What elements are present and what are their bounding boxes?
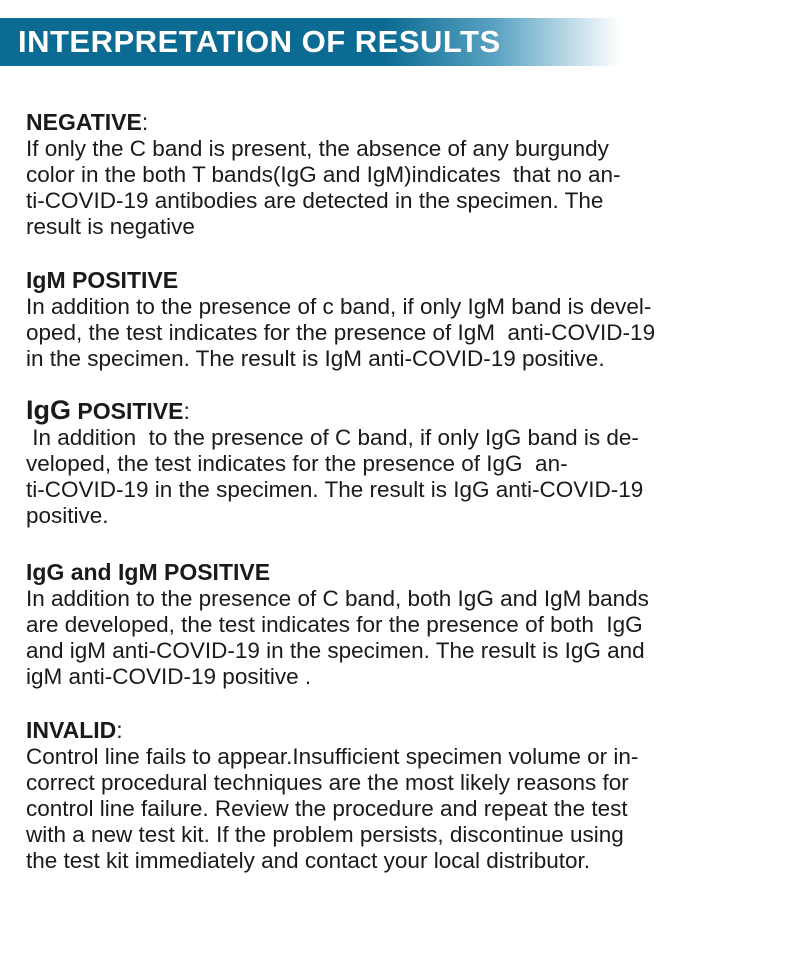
- section-invalid: [26, 716, 766, 874]
- body-line: igM anti-COVID-19 positive .: [26, 664, 312, 689]
- body-line: Control line fails to appear.Insufficient specimen volume or in-: [26, 744, 639, 769]
- body-line: In addition to the presence of c band, if only IgM band is devel-: [26, 294, 652, 319]
- body-line: color in the both T bands(IgG and IgM)indicates that no an-: [26, 162, 621, 187]
- heading-text: NEGATIVE: [26, 109, 142, 135]
- heading-colon: :: [141, 109, 149, 135]
- body-line: are developed, the test indicates for the presence of both IgG: [26, 612, 643, 637]
- body-line: In addition to the presence of C band, if only IgG band is de-: [26, 425, 639, 450]
- body-line: positive.: [26, 503, 109, 528]
- heading-text: POSITIVE: [71, 398, 184, 424]
- section-heading: [26, 396, 766, 425]
- heading-text-large: IgG: [26, 395, 71, 425]
- body-line: ti-COVID-19 in the specimen. The result is IgG anti-COVID-19: [26, 477, 644, 502]
- body-line: correct procedural techniques are the most likely reasons for: [26, 770, 629, 795]
- body-line: oped, the test indicates for the presence of IgM anti-COVID-19: [26, 320, 656, 345]
- section-heading: [26, 108, 766, 136]
- section-negative: [26, 108, 766, 240]
- body-line: In addition to the presence of C band, both IgG and IgM bands: [26, 586, 649, 611]
- section-igg-positive: [26, 396, 766, 529]
- section-heading: [26, 266, 766, 294]
- body-line: veloped, the test indicates for the presence of IgG an-: [26, 451, 568, 476]
- body-line: with a new test kit. If the problem persists, discontinue using: [26, 822, 624, 847]
- section-heading: [26, 558, 766, 586]
- body-line: and igM anti-COVID-19 in the specimen. The result is IgG and: [26, 638, 645, 663]
- body-line: ti-COVID-19 antibodies are detected in the specimen. The: [26, 188, 604, 213]
- section-igg-igm-positive: [26, 558, 766, 690]
- page-title: INTERPRETATION OF RESULTS: [18, 24, 501, 59]
- heading-text: IgM POSITIVE: [26, 267, 179, 293]
- heading-text: INVALID: [26, 717, 117, 743]
- header-banner: [0, 18, 620, 66]
- heading-colon: :: [183, 398, 190, 424]
- body-line: control line failure. Review the procedure and repeat the test: [26, 796, 628, 821]
- heading-text: IgG and IgM POSITIVE: [26, 559, 271, 585]
- body-line: If only the C band is present, the absence of any burgundy: [26, 136, 609, 161]
- body-line: in the specimen. The result is IgM anti-COVID-19 positive.: [26, 346, 605, 371]
- body-line: the test kit immediately and contact your local distributor.: [26, 848, 591, 873]
- section-igm-positive: [26, 266, 766, 372]
- heading-colon: :: [116, 717, 123, 743]
- body-line: result is negative: [26, 214, 195, 239]
- section-heading: [26, 716, 766, 744]
